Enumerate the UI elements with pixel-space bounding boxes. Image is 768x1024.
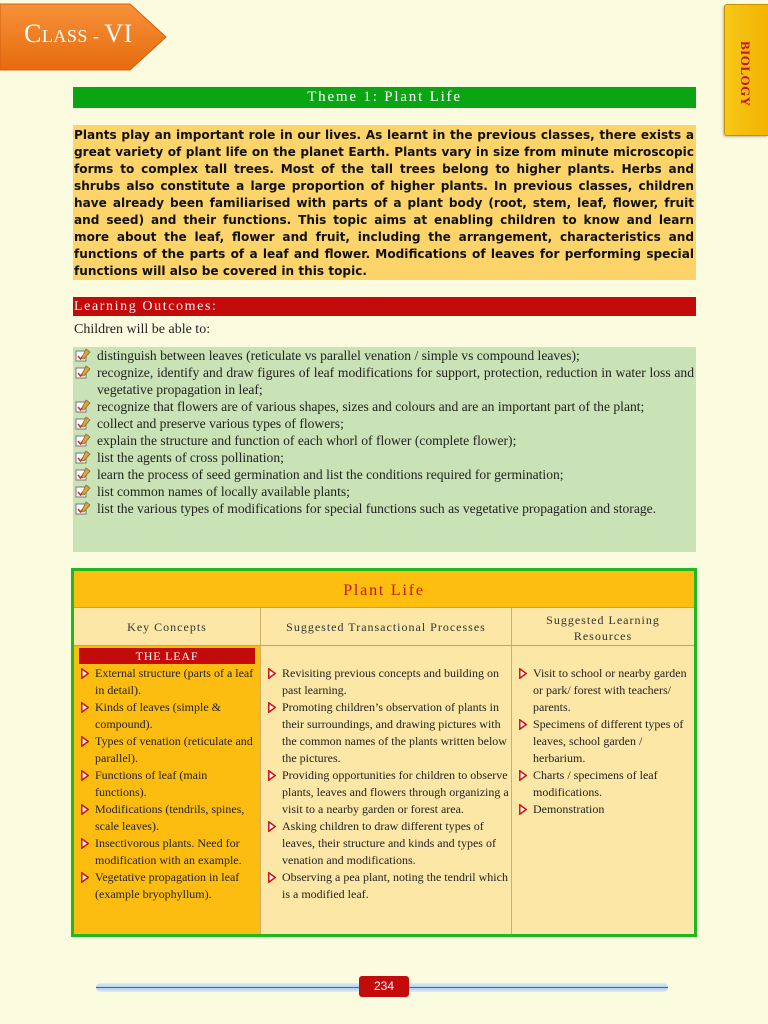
outcome-item <box>73 432 694 449</box>
resource-item-text: Charts / specimens of leaf modifications. <box>533 768 658 799</box>
key-concept-item <box>77 835 255 869</box>
class-label: CLASS - VI <box>24 19 133 48</box>
class-badge <box>0 2 168 72</box>
plant-life-title: Plant Life <box>74 571 694 607</box>
process-item-text: Promoting children’s observation of plants in their surroundings, and drawing pictures with the common names of the plants written below the pictures. <box>282 700 507 765</box>
checkbox-pencil-icon <box>75 399 91 414</box>
subject-tab <box>724 4 768 136</box>
checkbox-pencil-icon <box>75 467 91 482</box>
header-resources <box>512 607 694 645</box>
resource-item <box>515 767 691 801</box>
subject-tab-label: BIOLOGY <box>738 41 753 107</box>
checkbox-pencil-icon <box>75 365 91 380</box>
process-item-text: Revisiting previous concepts and building on past learning. <box>282 666 499 697</box>
key-concept-item <box>77 665 255 699</box>
header-processes: Suggested Transactional Processes <box>261 607 512 645</box>
process-item <box>264 869 509 903</box>
resource-item <box>515 665 691 716</box>
resources-column <box>512 645 694 934</box>
red-triangle-arrow-icon <box>519 804 527 815</box>
red-triangle-arrow-icon <box>268 770 276 781</box>
outcome-item <box>73 449 694 466</box>
process-item-text: Asking children to draw different types of leaves, their structure and kinds and types of venation and modifications. <box>282 819 496 867</box>
red-triangle-arrow-icon <box>81 804 89 815</box>
process-item <box>264 699 509 767</box>
learning-outcomes-heading: Learning Outcomes: <box>73 297 696 316</box>
red-triangle-arrow-icon <box>81 736 89 747</box>
process-item <box>264 767 509 818</box>
key-concept-item-text: Insectivorous plants. Need for modification with an example. <box>95 836 242 867</box>
intro-paragraph: Plants play an important role in our lives. As learnt in the previous classes, there exists a great variety of plant life on the planet Earth. Plants vary in size from minute microscopic forms to complex tall trees. Most of the tall trees belong to higher plants. Herbs and shrubs also constitute a large proportion of higher plants. In previous classes, children have already been familiarised with parts of a plant body (root, stem, leaf, flower, fruit and seed) and their functions. This topic aims at enabling children to know and learn more about the leaf, flower and fruit, including the arrangement, characteristics and functions of the parts of a leaf and flower. Modifications of leaves for performing special functions will also be covered in this topic. <box>73 125 696 280</box>
plant-life-table <box>71 568 697 937</box>
key-concept-item <box>77 767 255 801</box>
theme-title: Theme 1: Plant Life <box>73 87 696 108</box>
learning-outcomes-intro: Children will be able to: <box>74 322 211 337</box>
outcome-item-text: list the various types of modifications for special functions such as vegetative propagation and storage. <box>97 501 657 516</box>
checkbox-pencil-icon <box>75 348 91 363</box>
red-triangle-arrow-icon <box>519 770 527 781</box>
process-item <box>264 665 509 699</box>
resource-item-text: Demonstration <box>533 802 605 816</box>
page-number: 234 <box>359 976 409 997</box>
red-triangle-arrow-icon <box>81 702 89 713</box>
outcome-item-text: recognize, identify and draw figures of leaf modifications for support, protection, reduction in water loss and vegetative propagation in leaf; <box>97 365 694 397</box>
process-item-text: Providing opportunities for children to observe plants, leaves and flowers through organizing a visit to a nearby garden or forest area. <box>282 768 509 816</box>
key-concept-item-text: Kinds of leaves (simple & compound). <box>95 700 221 731</box>
checkbox-pencil-icon <box>75 501 91 516</box>
outcome-item <box>73 466 694 483</box>
key-concept-item <box>77 869 255 903</box>
resource-item-text: Visit to school or nearby garden or park/ forest with teachers/ parents. <box>533 666 687 714</box>
resource-item <box>515 716 691 767</box>
red-triangle-arrow-icon <box>81 872 89 883</box>
outcome-item-text: collect and preserve various types of flowers; <box>97 416 344 431</box>
key-concept-item-text: External structure (parts of a leaf in detail). <box>95 666 254 697</box>
red-triangle-arrow-icon <box>81 770 89 781</box>
resource-item-text: Specimens of different types of leaves, school garden / herbarium. <box>533 717 684 765</box>
outcome-item-text: list common names of locally available plants; <box>97 484 350 499</box>
outcome-item <box>73 415 694 432</box>
red-triangle-arrow-icon <box>81 668 89 679</box>
checkbox-pencil-icon <box>75 433 91 448</box>
red-triangle-arrow-icon <box>519 719 527 730</box>
outcome-item <box>73 483 694 500</box>
checkbox-pencil-icon <box>75 450 91 465</box>
process-item <box>264 818 509 869</box>
key-concept-item <box>77 699 255 733</box>
learning-outcomes-list <box>73 347 696 552</box>
key-concept-item-text: Types of venation (reticulate and parallel). <box>95 734 253 765</box>
red-triangle-arrow-icon <box>519 668 527 679</box>
red-triangle-arrow-icon <box>268 702 276 713</box>
outcome-item-text: list the agents of cross pollination; <box>97 450 284 465</box>
outcome-item <box>73 500 694 517</box>
leaf-label: THE LEAF <box>79 648 255 664</box>
key-concept-item-text: Vegetative propagation in leaf (example bryophyllum). <box>95 870 240 901</box>
processes-column <box>261 645 512 934</box>
key-concept-item <box>77 801 255 835</box>
red-triangle-arrow-icon <box>268 821 276 832</box>
checkbox-pencil-icon <box>75 484 91 499</box>
process-item-text: Observing a pea plant, noting the tendril which is a modified leaf. <box>282 870 508 901</box>
key-concept-item <box>77 733 255 767</box>
outcome-item-text: recognize that flowers are of various shapes, sizes and colours and are an important part of the plant; <box>97 399 645 414</box>
outcome-item <box>73 364 694 398</box>
outcome-item-text: explain the structure and function of each whorl of flower (complete flower); <box>97 433 517 448</box>
red-triangle-arrow-icon <box>81 838 89 849</box>
header-resources-line2: Resources <box>573 629 633 643</box>
key-concept-item-text: Modifications (tendrils, spines, scale leaves). <box>95 802 245 833</box>
outcome-item-text: distinguish between leaves (reticulate vs parallel venation / simple vs compound leaves); <box>97 348 580 363</box>
red-triangle-arrow-icon <box>268 668 276 679</box>
outcome-item <box>73 398 694 415</box>
outcome-item-text: learn the process of seed germination and list the conditions required for germination; <box>97 467 564 482</box>
key-concept-item-text: Functions of leaf (main functions). <box>95 768 208 799</box>
red-triangle-arrow-icon <box>268 872 276 883</box>
key-concepts-column <box>74 645 261 934</box>
header-resources-line1: Suggested Learning <box>546 613 660 627</box>
resource-item <box>515 801 691 818</box>
header-key-concepts: Key Concepts <box>74 607 261 645</box>
checkbox-pencil-icon <box>75 416 91 431</box>
outcome-item <box>73 347 694 364</box>
